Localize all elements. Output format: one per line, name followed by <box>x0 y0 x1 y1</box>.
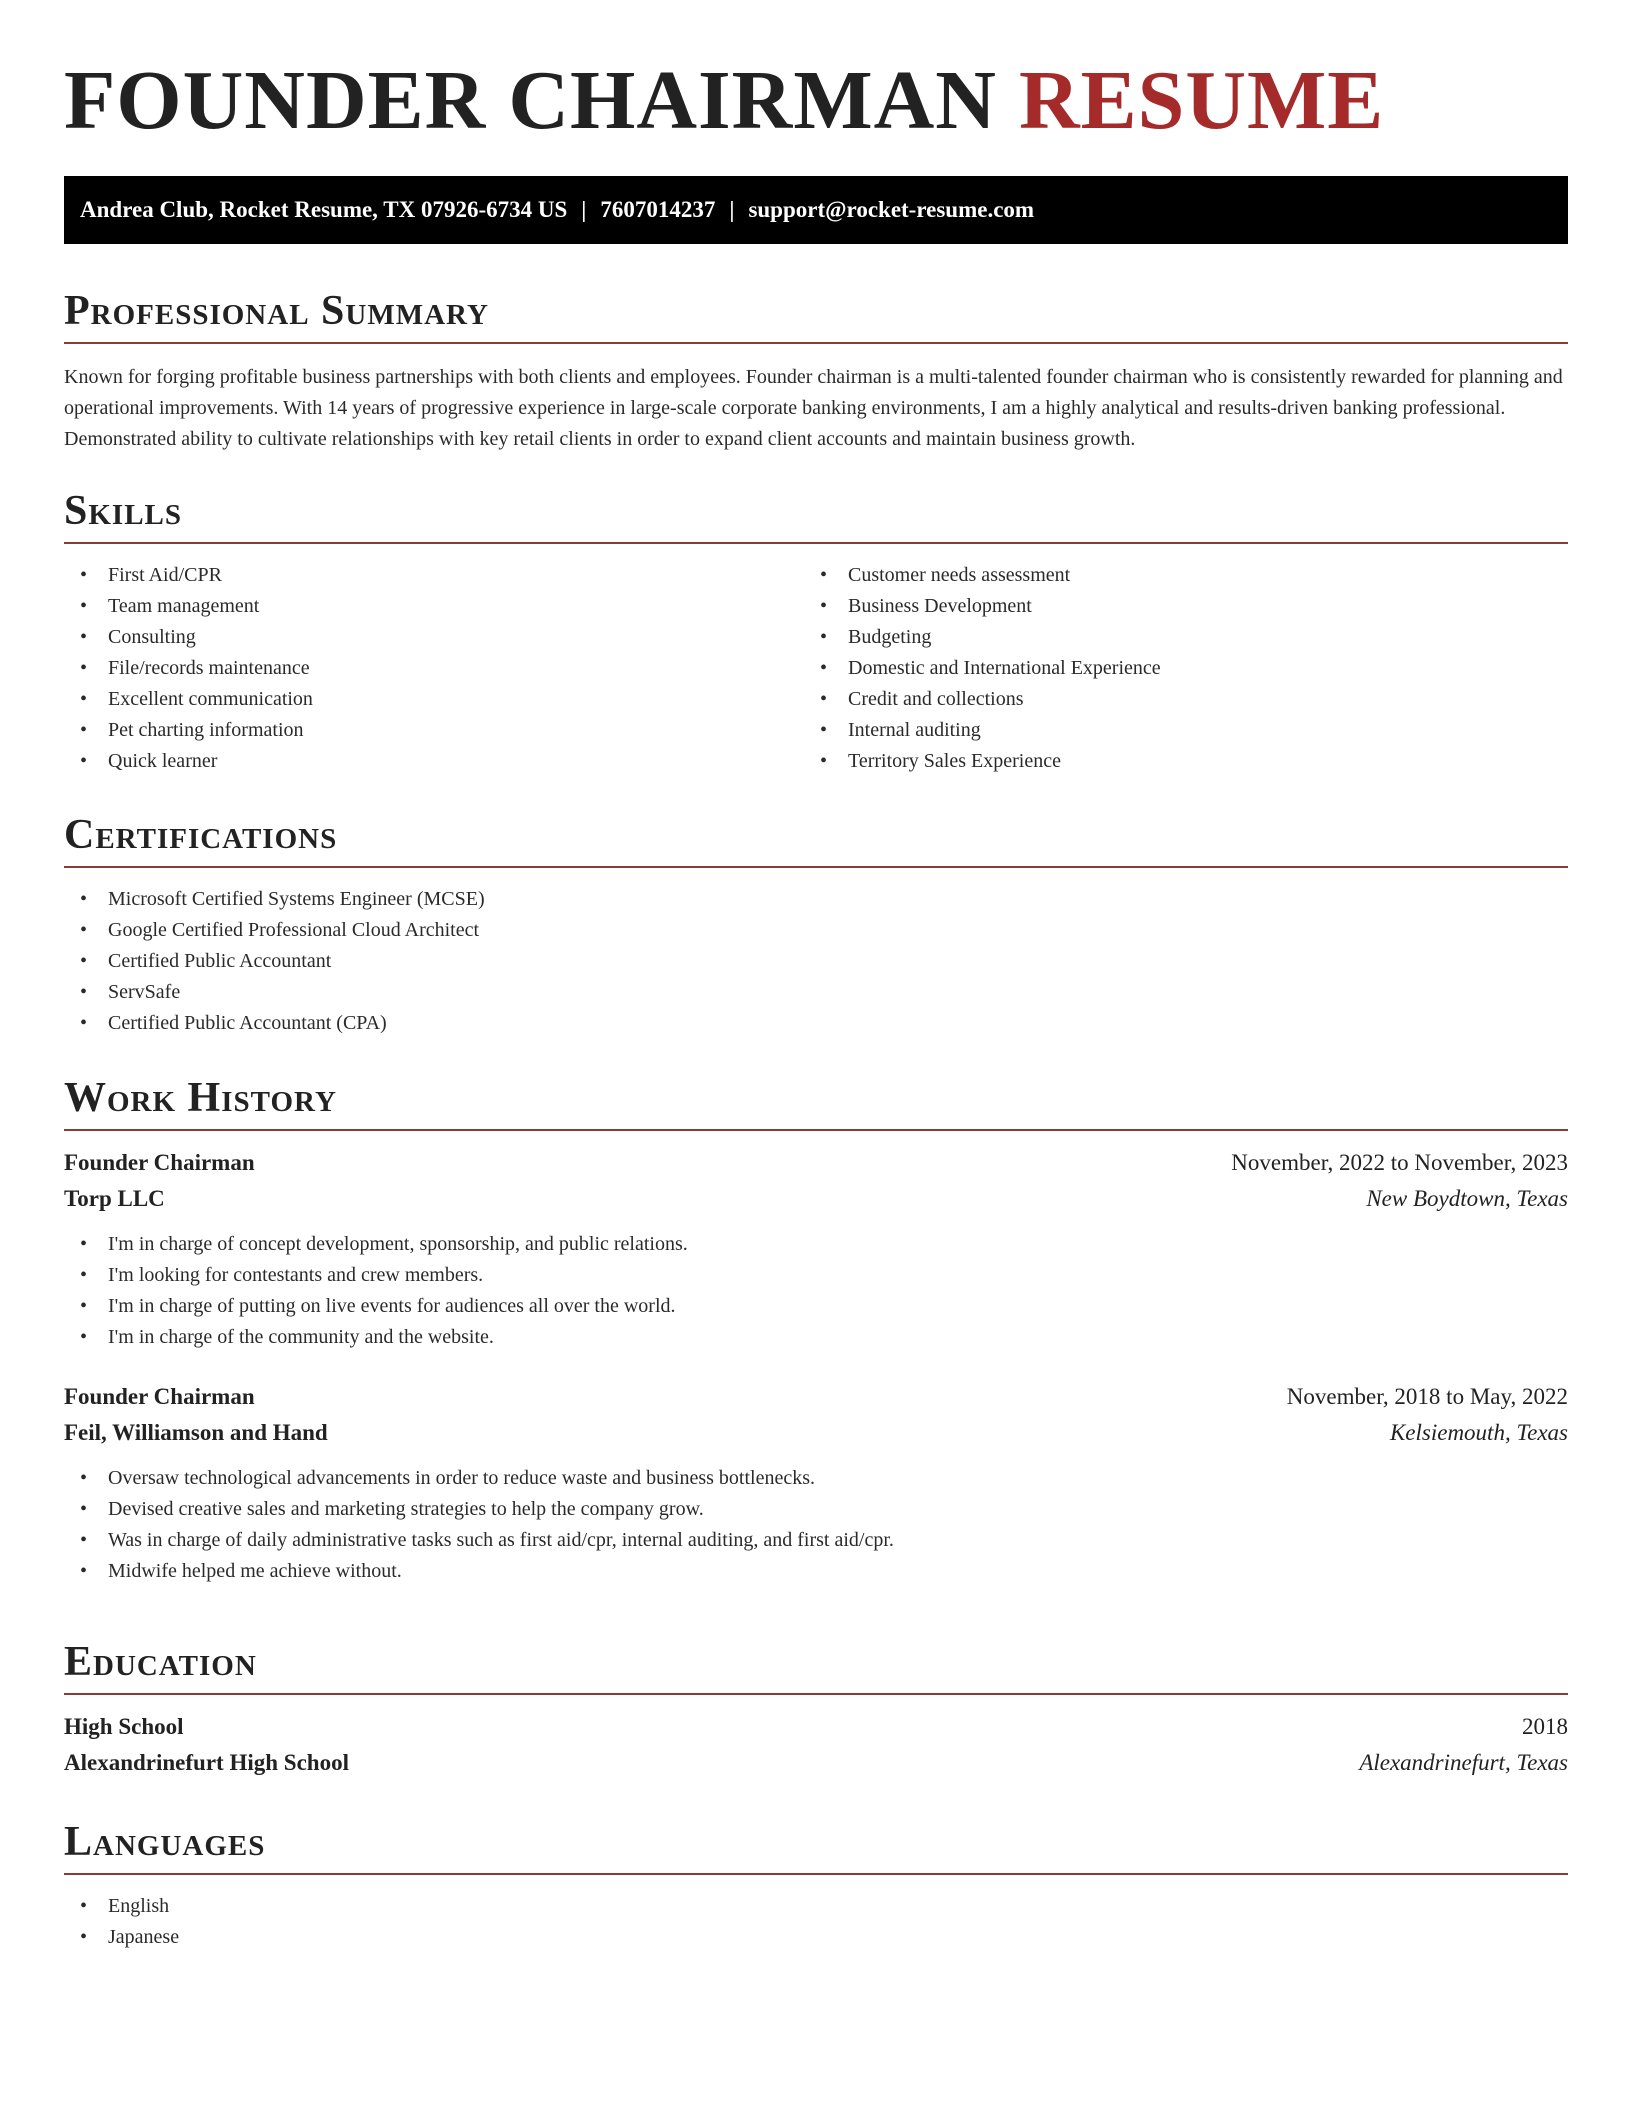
skill-item: • Domestic and International Experience <box>804 653 1544 684</box>
education-year: 2018 <box>1522 1714 1568 1739</box>
education-location: Alexandrinefurt, Texas <box>1359 1750 1568 1775</box>
job-bullet: • I'm in charge of the community and the website. <box>64 1322 1568 1353</box>
skill-item: • Customer needs assessment <box>804 560 1544 591</box>
title-accent: RESUME <box>1018 54 1385 147</box>
education-degree: High School <box>64 1714 184 1739</box>
contact-phone[interactable]: 7607014237 <box>600 197 716 222</box>
certification-item: • ServSafe <box>64 977 1568 1008</box>
education-degree-row <box>64 1709 1568 1745</box>
skill-item: • First Aid/CPR <box>64 560 804 591</box>
job-location: Kelsiemouth, Texas <box>1389 1420 1568 1445</box>
job-entry <box>64 1379 1568 1587</box>
skills-grid <box>64 560 1568 777</box>
certifications-section <box>64 812 1568 1039</box>
resume-title <box>64 0 1568 150</box>
skill-item: • Consulting <box>64 622 804 653</box>
job-header-row <box>64 1379 1568 1415</box>
education-heading: Education <box>64 1639 1568 1695</box>
skill-item: • Quick learner <box>64 746 804 777</box>
skill-item: • Excellent communication <box>64 684 804 715</box>
job-bullet: • Midwife helped me achieve without. <box>64 1556 1568 1587</box>
skill-item: • Credit and collections <box>804 684 1544 715</box>
job-location: New Boydtown, Texas <box>1366 1186 1568 1211</box>
job-company-row <box>64 1181 1568 1217</box>
job-company: Torp LLC <box>64 1186 165 1211</box>
work-section <box>64 1075 1568 1587</box>
languages-heading: Languages <box>64 1819 1568 1875</box>
skill-item: • Territory Sales Experience <box>804 746 1544 777</box>
skill-item: • File/records maintenance <box>64 653 804 684</box>
title-main: FOUNDER CHAIRMAN <box>64 54 997 147</box>
skill-item: • Team management <box>64 591 804 622</box>
skill-item: • Business Development <box>804 591 1544 622</box>
job-dates: November, 2018 to May, 2022 <box>1286 1384 1568 1409</box>
education-school-row <box>64 1745 1568 1781</box>
skills-heading: Skills <box>64 488 1568 544</box>
job-entry <box>64 1145 1568 1353</box>
skills-column-left <box>64 560 804 777</box>
contact-email[interactable]: support@rocket-resume.com <box>748 197 1035 222</box>
certification-item: • Google Certified Professional Cloud Architect <box>64 915 1568 946</box>
job-bullet: • I'm looking for contestants and crew members. <box>64 1260 1568 1291</box>
skill-item: • Pet charting information <box>64 715 804 746</box>
skill-item: • Budgeting <box>804 622 1544 653</box>
language-item: • Japanese <box>64 1922 1568 1953</box>
job-bullet: • I'm in charge of concept development, sponsorship, and public relations. <box>64 1229 1568 1260</box>
language-item: • English <box>64 1891 1568 1922</box>
job-dates: November, 2022 to November, 2023 <box>1231 1150 1568 1175</box>
contact-separator: | <box>729 197 735 222</box>
skills-column-right <box>804 560 1544 777</box>
job-company: Feil, Williamson and Hand <box>64 1420 328 1445</box>
contact-address: Andrea Club, Rocket Resume, TX 07926-6734 US <box>80 197 568 222</box>
job-title: Founder Chairman <box>64 1384 255 1409</box>
job-header-row <box>64 1145 1568 1181</box>
skill-item: • Internal auditing <box>804 715 1544 746</box>
education-section <box>64 1639 1568 1781</box>
education-school: Alexandrinefurt High School <box>64 1750 349 1775</box>
job-bullet: • Devised creative sales and marketing strategies to help the company grow. <box>64 1494 1568 1525</box>
job-bullet: • Was in charge of daily administrative tasks such as first aid/cpr, internal auditing, and first aid/cpr. <box>64 1525 1568 1556</box>
certifications-heading: Certifications <box>64 812 1568 868</box>
job-company-row <box>64 1415 1568 1451</box>
job-title: Founder Chairman <box>64 1150 255 1175</box>
job-bullet: • I'm in charge of putting on live events for audiences all over the world. <box>64 1291 1568 1322</box>
work-heading: Work History <box>64 1075 1568 1131</box>
summary-section <box>64 288 1568 455</box>
certification-item: • Microsoft Certified Systems Engineer (MCSE) <box>64 884 1568 915</box>
job-bullet: • Oversaw technological advancements in order to reduce waste and business bottlenecks. <box>64 1463 1568 1494</box>
contact-bar <box>64 176 1568 244</box>
summary-text: Known for forging profitable business partnerships with both clients and employees. Founder chairman is a multi-talented founder chairman who is consistently rewarded for planning and operational improvements. With 14 years of progressive experience in large-scale corporate banking environments, I am a highly analytical and results-driven banking professional. Demonstrated ability to cultivate relationships with key retail clients in order to expand client accounts and maintain business growth. <box>64 366 1563 450</box>
certification-item: • Certified Public Accountant <box>64 946 1568 977</box>
resume-page <box>64 0 1568 1948</box>
languages-section <box>64 1819 1568 1953</box>
summary-heading: Professional Summary <box>64 288 1568 344</box>
education-entry <box>64 1709 1568 1781</box>
certification-item: • Certified Public Accountant (CPA) <box>64 1008 1568 1039</box>
skills-section <box>64 488 1568 777</box>
contact-separator: | <box>581 197 587 222</box>
